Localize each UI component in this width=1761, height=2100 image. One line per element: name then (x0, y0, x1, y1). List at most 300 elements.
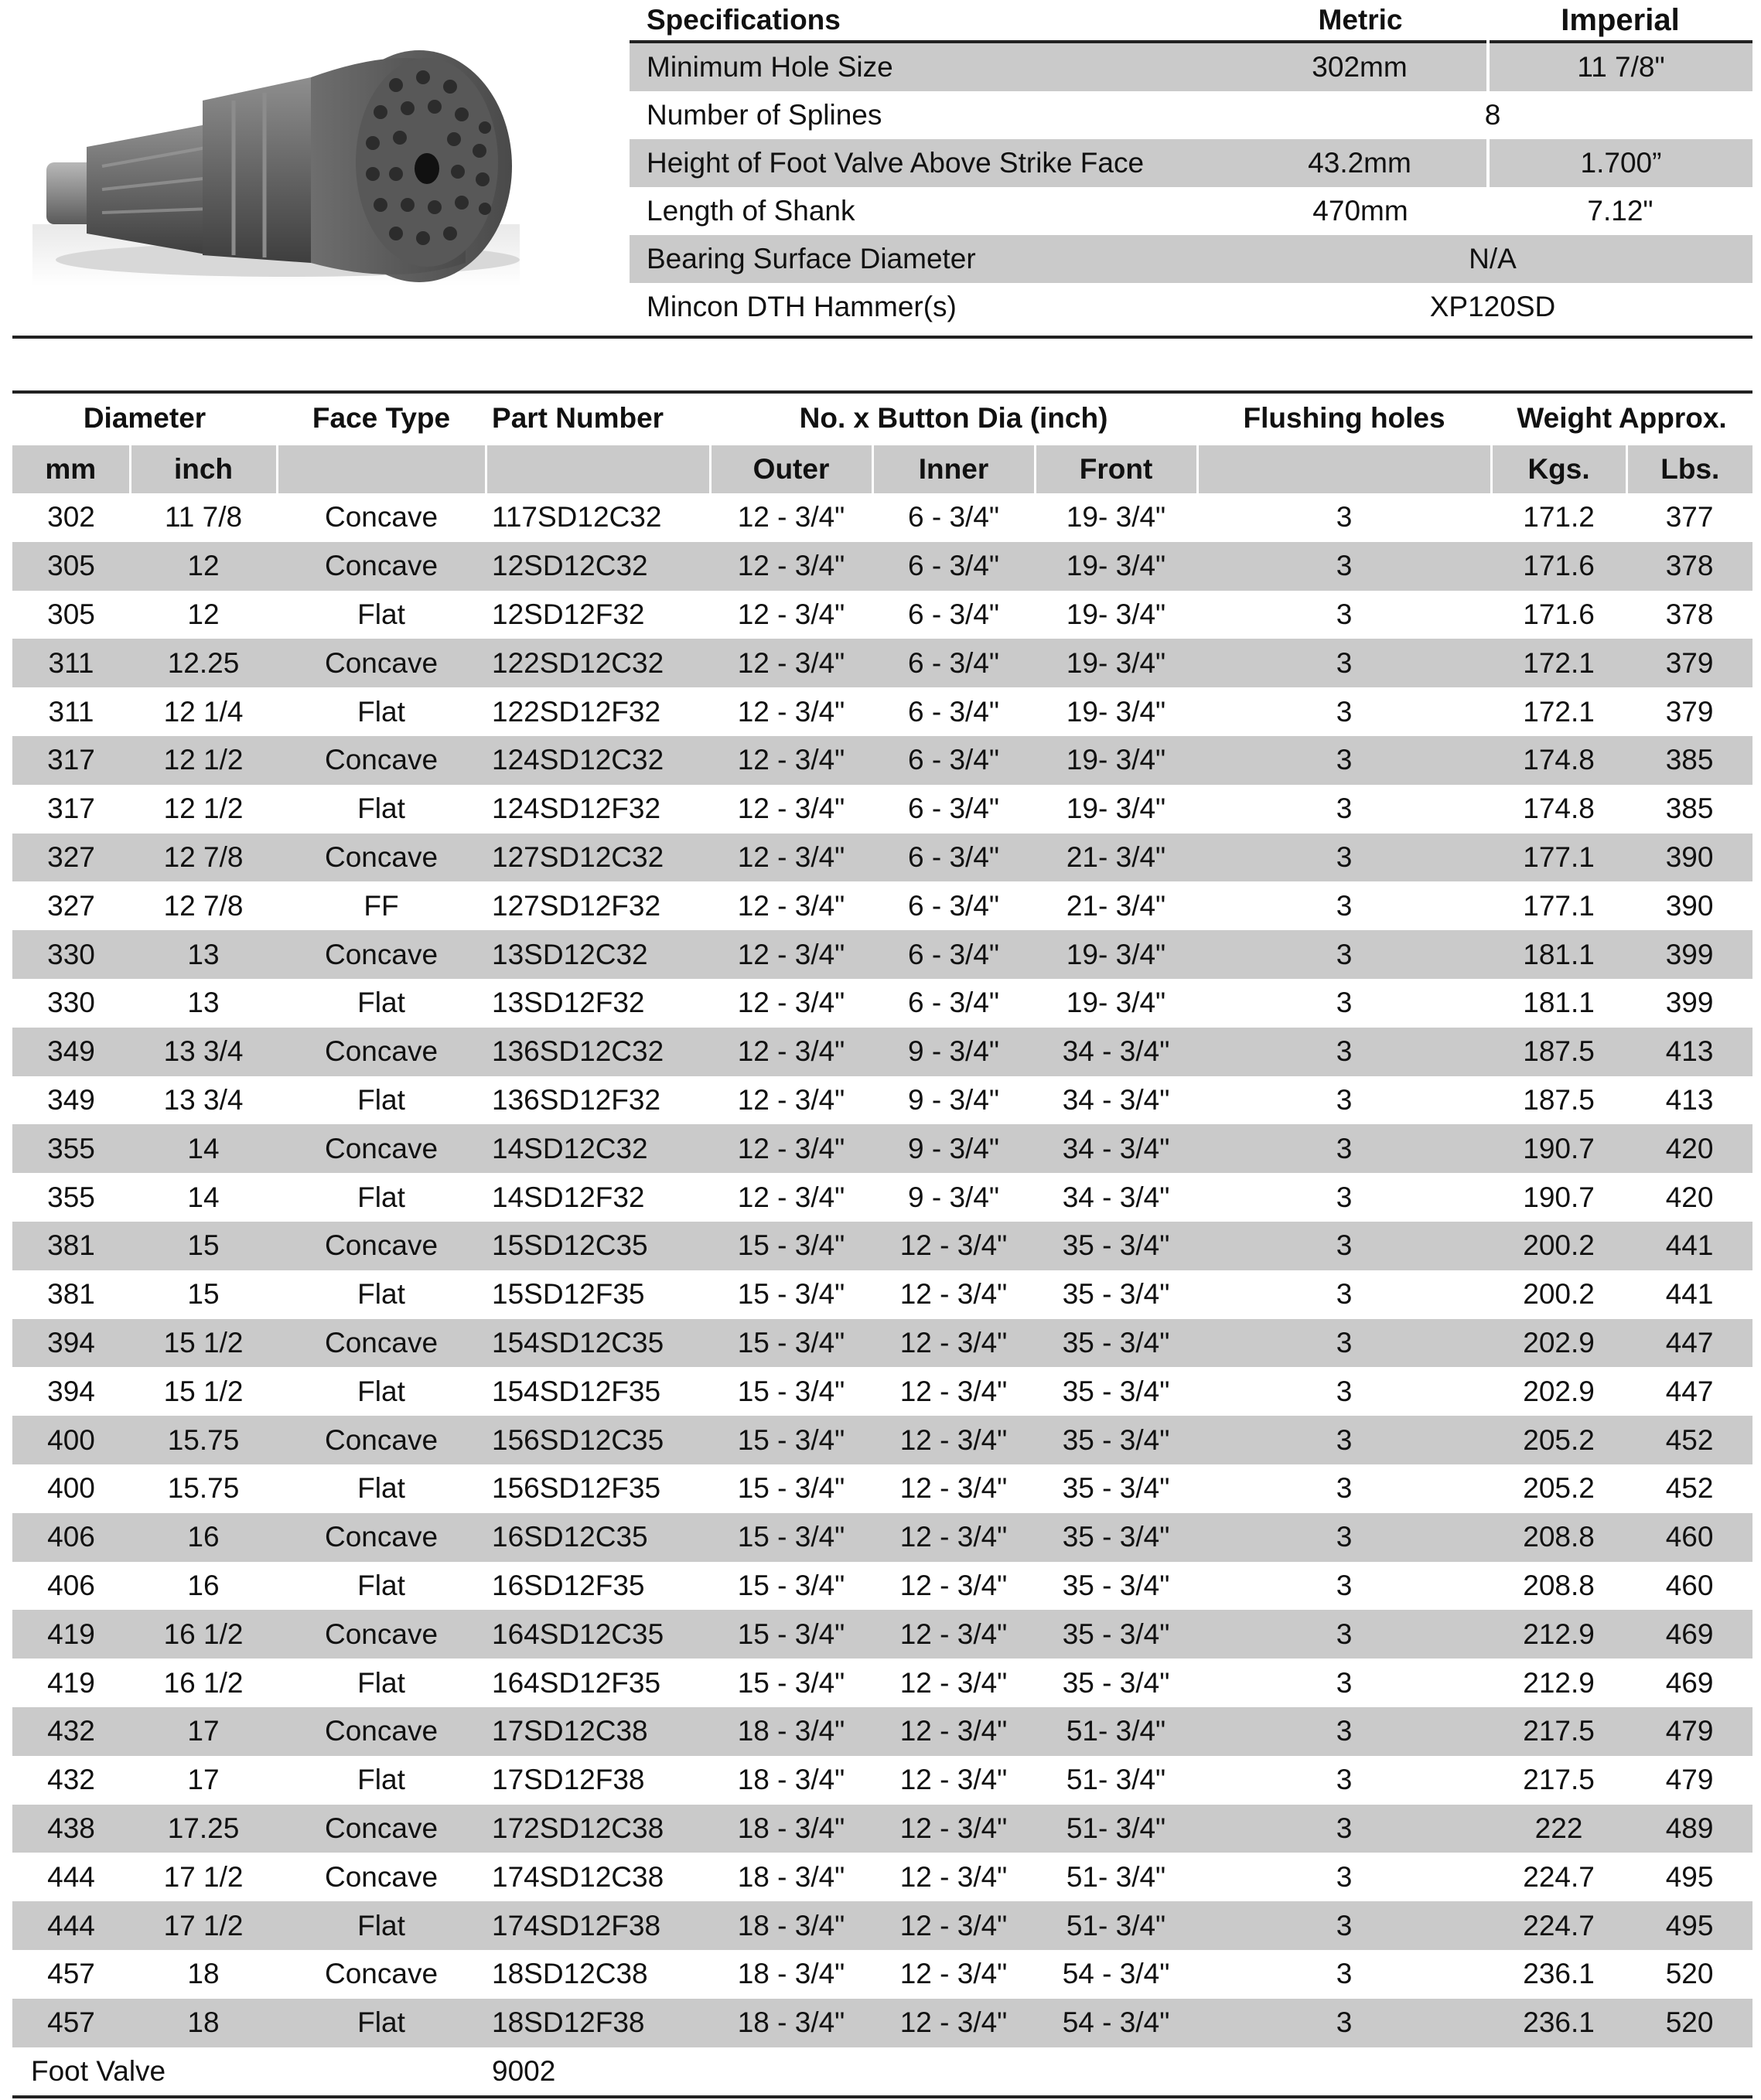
cell-button-outer: 15 - 3/4" (737, 1472, 845, 1505)
table-row (12, 591, 1752, 639)
spec-metric: 43.2mm (1233, 139, 1488, 187)
cell-diameter-mm: 406 (12, 1513, 130, 1562)
cell-button-outer: 12 - 3/4" (710, 930, 872, 979)
spec-label: Height of Foot Valve Above Strike Face (630, 139, 1233, 187)
cell-diameter-mm: 394 (47, 1375, 95, 1407)
cell-button-front: 34 - 3/4" (1035, 1124, 1197, 1173)
cell-button-front: 54 - 3/4" (1035, 1999, 1197, 2047)
cell-weight-kgs: 200.2 (1491, 1222, 1626, 1270)
cell-diameter-inch: 15 (130, 1222, 277, 1270)
table-row (12, 1901, 1752, 1950)
spec-label: Bearing Surface Diameter (630, 235, 1233, 283)
cell-weight-kgs: 187.5 (1491, 1028, 1626, 1076)
cell-flushing-holes: 3 (1336, 1569, 1353, 1601)
spec-row (630, 42, 1752, 91)
cell-part-number: 14SD12F32 (492, 1181, 645, 1213)
cell-diameter-mm: 317 (12, 736, 130, 785)
cell-button-inner: 12 - 3/4" (872, 1901, 1035, 1950)
cell-button-inner: 12 - 3/4" (872, 1416, 1035, 1464)
cell-weight-lbs: 441 (1626, 1222, 1752, 1270)
cell-diameter-mm: 438 (12, 1805, 130, 1853)
spec-row (630, 187, 1752, 235)
cell-diameter-inch: 17 1/2 (163, 1860, 244, 1893)
cell-weight-kgs: 208.8 (1491, 1513, 1626, 1562)
spec-value: 8 (1484, 99, 1501, 131)
cell-button-inner: 12 - 3/4" (872, 1513, 1035, 1562)
cell-face-type: Concave (277, 930, 486, 979)
cell-part-number: 154SD12C35 (486, 1319, 710, 1368)
cell-diameter-mm: 457 (12, 1999, 130, 2047)
cell-button-outer: 15 - 3/4" (710, 1610, 872, 1659)
cell-weight-kgs: 172.1 (1491, 639, 1626, 687)
cell-weight-lbs: 469 (1665, 1666, 1714, 1699)
cell-face-type: Flat (357, 598, 405, 630)
cell-weight-lbs: 420 (1665, 1181, 1714, 1213)
table-row (12, 785, 1752, 834)
cell-diameter-mm: 355 (47, 1181, 95, 1213)
cell-diameter-mm: 394 (12, 1319, 130, 1368)
cell-face-type: Concave (277, 542, 486, 591)
cell-button-outer: 12 - 3/4" (737, 987, 845, 1019)
cell-button-front: 35 - 3/4" (1035, 1610, 1197, 1659)
cell-button-outer: 12 - 3/4" (710, 1124, 872, 1173)
cell-weight-lbs: 447 (1665, 1375, 1714, 1407)
cell-face-type: Flat (357, 793, 405, 825)
cell-diameter-inch: 15.75 (130, 1416, 277, 1464)
cell-button-inner: 12 - 3/4" (899, 1860, 1008, 1893)
cell-part-number: 18SD12C38 (492, 1958, 648, 1990)
table-row (12, 1707, 1752, 1756)
table-row (12, 834, 1752, 882)
cell-weight-lbs: 520 (1626, 1999, 1752, 2047)
cell-weight-kgs: 177.1 (1523, 889, 1595, 922)
cell-weight-lbs: 399 (1665, 987, 1714, 1019)
cell-flushing-holes: 3 (1197, 1513, 1491, 1562)
cell-button-inner: 6 - 3/4" (908, 501, 1000, 534)
cell-weight-kgs: 217.5 (1523, 1764, 1595, 1796)
cell-diameter-mm: 349 (12, 1028, 130, 1076)
cell-part-number: 124SD12F32 (492, 793, 661, 825)
cell-part-number: 15SD12F35 (492, 1278, 645, 1311)
cell-button-inner: 6 - 3/4" (908, 889, 1000, 922)
cell-diameter-mm: 355 (12, 1124, 130, 1173)
cell-flushing-holes: 3 (1197, 1124, 1491, 1173)
cell-face-type: Concave (277, 1610, 486, 1659)
cell-button-front: 35 - 3/4" (1062, 1375, 1170, 1407)
cell-button-front: 51- 3/4" (1035, 1805, 1197, 1853)
cell-diameter-mm: 444 (47, 1860, 95, 1893)
cell-face-type: Concave (325, 1958, 439, 1990)
foot-valve-blank (710, 2047, 1752, 2098)
cell-diameter-mm: 327 (12, 834, 130, 882)
cell-weight-kgs: 171.6 (1523, 598, 1595, 630)
cell-part-number: 17SD12C38 (486, 1707, 710, 1756)
cell-diameter-mm: 432 (12, 1707, 130, 1756)
cell-flushing-holes: 3 (1197, 542, 1491, 591)
cell-button-front: 35 - 3/4" (1035, 1222, 1197, 1270)
cell-flushing-holes: 3 (1197, 1805, 1491, 1853)
header-diameter: Diameter (83, 402, 206, 434)
cell-part-number: 174SD12F38 (486, 1901, 710, 1950)
cell-button-outer: 12 - 3/4" (737, 695, 845, 728)
cell-button-front: 19- 3/4" (1035, 542, 1197, 591)
cell-face-type: Flat (357, 1764, 405, 1796)
cell-flushing-holes: 3 (1197, 639, 1491, 687)
cell-button-front: 19- 3/4" (1066, 793, 1166, 825)
cell-weight-lbs: 479 (1665, 1764, 1714, 1796)
cell-diameter-mm: 400 (12, 1416, 130, 1464)
cell-diameter-inch: 14 (130, 1124, 277, 1173)
cell-flushing-holes: 3 (1336, 695, 1353, 728)
cell-flushing-holes: 3 (1336, 1375, 1353, 1407)
cell-face-type: FF (363, 889, 399, 922)
cell-flushing-holes: 3 (1336, 1958, 1353, 1990)
header-mm: mm (12, 445, 130, 494)
spec-row (630, 91, 1752, 139)
cell-button-outer: 15 - 3/4" (737, 1569, 845, 1601)
cell-button-front: 35 - 3/4" (1062, 1569, 1170, 1601)
cell-button-front: 35 - 3/4" (1062, 1666, 1170, 1699)
cell-weight-kgs: 200.2 (1523, 1278, 1595, 1311)
header-inch: inch (130, 445, 277, 494)
cell-diameter-inch: 12 (187, 598, 220, 630)
cell-part-number: 164SD12F35 (492, 1666, 661, 1699)
spec-imperial: 1.700” (1488, 139, 1752, 187)
cell-weight-kgs: 205.2 (1491, 1416, 1626, 1464)
cell-diameter-inch: 16 (187, 1569, 220, 1601)
cell-weight-lbs: 469 (1626, 1610, 1752, 1659)
cell-weight-kgs: 236.1 (1491, 1999, 1626, 2047)
cell-button-outer: 12 - 3/4" (737, 1083, 845, 1116)
cell-weight-lbs: 378 (1626, 542, 1752, 591)
cell-face-type: Concave (277, 1319, 486, 1368)
cell-part-number: 122SD12C32 (486, 639, 710, 687)
spec-metric: 470mm (1312, 195, 1408, 227)
cell-diameter-inch: 13 (187, 987, 220, 1019)
cell-button-front: 54 - 3/4" (1062, 1958, 1170, 1990)
spec-label: Minimum Hole Size (630, 42, 1233, 91)
cell-part-number: 174SD12C38 (492, 1860, 664, 1893)
cell-button-inner: 12 - 3/4" (899, 1278, 1008, 1311)
cell-face-type: Flat (357, 695, 405, 728)
cell-diameter-inch: 12 1/4 (163, 695, 244, 728)
table-row (12, 493, 1752, 542)
cell-diameter-mm: 317 (47, 793, 95, 825)
cell-part-number: 117SD12C32 (492, 501, 662, 534)
cell-button-front: 34 - 3/4" (1062, 1181, 1170, 1213)
cell-weight-lbs: 378 (1665, 598, 1714, 630)
part-number-table (12, 394, 1752, 2098)
cell-button-front: 19- 3/4" (1035, 930, 1197, 979)
table-row (12, 639, 1752, 687)
cell-diameter-inch: 12 7/8 (130, 834, 277, 882)
foot-valve-row (12, 2047, 1752, 2098)
specifications-table (630, 0, 1752, 331)
spec-label: Mincon DTH Hammer(s) (647, 291, 957, 322)
table-row (12, 1028, 1752, 1076)
spec-row (630, 235, 1752, 283)
cell-weight-kgs: 174.8 (1491, 736, 1626, 785)
cell-weight-lbs: 390 (1665, 889, 1714, 922)
cell-weight-kgs: 171.2 (1523, 501, 1595, 534)
table-row (12, 687, 1752, 736)
cell-button-outer: 18 - 3/4" (710, 1999, 872, 2047)
cell-button-inner: 6 - 3/4" (872, 542, 1035, 591)
cell-button-outer: 15 - 3/4" (710, 1416, 872, 1464)
cell-face-type: Flat (357, 1569, 405, 1601)
cell-weight-kgs: 181.1 (1523, 987, 1595, 1019)
header-blank (1197, 445, 1491, 494)
cell-diameter-mm: 330 (47, 987, 95, 1019)
cell-diameter-inch: 15 1/2 (130, 1319, 277, 1368)
cell-button-front: 19- 3/4" (1035, 639, 1197, 687)
spec-header-specifications: Specifications (647, 4, 841, 36)
cell-diameter-mm: 419 (12, 1610, 130, 1659)
cell-face-type: Flat (357, 987, 405, 1019)
cell-button-front: 19- 3/4" (1066, 598, 1166, 630)
header-outer: Outer (710, 445, 872, 494)
cell-part-number: 156SD12F35 (492, 1472, 661, 1505)
spec-header-row (630, 0, 1752, 42)
foot-valve-label: Foot Valve (31, 2054, 166, 2087)
cell-button-front: 21- 3/4" (1035, 834, 1197, 882)
cell-button-front: 51- 3/4" (1066, 1764, 1166, 1796)
spec-metric: 302mm (1233, 42, 1488, 91)
cell-button-front: 19- 3/4" (1066, 501, 1166, 534)
table-row (12, 1270, 1752, 1319)
cell-button-inner: 12 - 3/4" (899, 1666, 1008, 1699)
cell-weight-kgs: 212.9 (1523, 1666, 1595, 1699)
cell-part-number: 127SD12C32 (486, 834, 710, 882)
cell-part-number: 154SD12F35 (492, 1375, 661, 1407)
cell-button-outer: 15 - 3/4" (710, 1222, 872, 1270)
cell-button-outer: 12 - 3/4" (737, 598, 845, 630)
cell-flushing-holes: 3 (1336, 889, 1353, 922)
cell-face-type: Concave (277, 1124, 486, 1173)
table-row (12, 1367, 1752, 1416)
cell-diameter-inch: 16 (130, 1513, 277, 1562)
cell-flushing-holes: 3 (1336, 1860, 1353, 1893)
cell-weight-kgs: 224.7 (1491, 1901, 1626, 1950)
cell-button-outer: 18 - 3/4" (710, 1707, 872, 1756)
spec-value: XP120SD (1429, 291, 1556, 322)
cell-diameter-mm: 302 (47, 501, 95, 534)
cell-button-inner: 12 - 3/4" (899, 1764, 1008, 1796)
header-part-number: Part Number (492, 402, 664, 434)
cell-button-inner: 9 - 3/4" (908, 1181, 1000, 1213)
table-row (12, 1756, 1752, 1805)
cell-flushing-holes: 3 (1336, 598, 1353, 630)
cell-diameter-inch: 15.75 (167, 1472, 240, 1505)
cell-button-outer: 15 - 3/4" (737, 1375, 845, 1407)
cell-weight-kgs: 205.2 (1523, 1472, 1595, 1505)
cell-button-inner: 12 - 3/4" (899, 1472, 1008, 1505)
cell-button-front: 19- 3/4" (1035, 736, 1197, 785)
cell-button-outer: 12 - 3/4" (710, 736, 872, 785)
header-row-2 (12, 445, 1752, 494)
cell-diameter-inch: 12 1/2 (130, 736, 277, 785)
cell-weight-kgs: 208.8 (1523, 1569, 1595, 1601)
cell-button-outer: 15 - 3/4" (737, 1278, 845, 1311)
cell-diameter-inch: 15 (187, 1278, 220, 1311)
cell-flushing-holes: 3 (1336, 501, 1353, 534)
cell-flushing-holes: 3 (1336, 1181, 1353, 1213)
cell-part-number: 136SD12C32 (486, 1028, 710, 1076)
cell-diameter-inch: 17 (187, 1764, 220, 1796)
cell-flushing-holes: 3 (1197, 1901, 1491, 1950)
cell-flushing-holes: 3 (1336, 1278, 1353, 1311)
cell-button-inner: 12 - 3/4" (899, 1958, 1008, 1990)
cell-part-number: 14SD12C32 (486, 1124, 710, 1173)
cell-face-type: Concave (277, 834, 486, 882)
cell-part-number: 16SD12F35 (492, 1569, 645, 1601)
cell-flushing-holes: 3 (1336, 1666, 1353, 1699)
cell-button-front: 35 - 3/4" (1035, 1416, 1197, 1464)
cell-button-inner: 12 - 3/4" (872, 1707, 1035, 1756)
cell-part-number: 18SD12F38 (486, 1999, 710, 2047)
table-row (12, 1124, 1752, 1173)
cell-diameter-inch: 17 (130, 1707, 277, 1756)
header-weight: Weight Approx. (1517, 402, 1727, 434)
cell-diameter-mm: 330 (12, 930, 130, 979)
cell-weight-kgs: 190.7 (1523, 1181, 1595, 1213)
cell-flushing-holes: 3 (1197, 1028, 1491, 1076)
spec-row (630, 139, 1752, 187)
spec-value: N/A (1233, 235, 1752, 283)
cell-flushing-holes: 3 (1197, 1319, 1491, 1368)
spec-imperial: 7.12" (1587, 195, 1653, 227)
cell-button-front: 51- 3/4" (1035, 1707, 1197, 1756)
cell-diameter-mm: 457 (47, 1958, 95, 1990)
cell-face-type: Concave (277, 736, 486, 785)
cell-button-front: 35 - 3/4" (1062, 1278, 1170, 1311)
cell-diameter-inch: 16 1/2 (130, 1610, 277, 1659)
cell-diameter-inch: 12 (130, 542, 277, 591)
header-button-dia: No. x Button Dia (inch) (799, 402, 1108, 434)
cell-diameter-inch: 13 3/4 (163, 1083, 244, 1116)
cell-part-number: 16SD12C35 (486, 1513, 710, 1562)
table-row (12, 1173, 1752, 1222)
table-row (12, 1222, 1752, 1270)
cell-weight-lbs: 413 (1665, 1083, 1714, 1116)
header-blank (277, 445, 486, 494)
header-face-type: Face Type (312, 402, 451, 434)
table-row (12, 1464, 1752, 1513)
cell-button-outer: 12 - 3/4" (710, 542, 872, 591)
cell-button-inner: 6 - 3/4" (872, 736, 1035, 785)
cell-diameter-mm: 327 (47, 889, 95, 922)
table-row (12, 1999, 1752, 2047)
header-blank (486, 445, 710, 494)
cell-button-inner: 12 - 3/4" (872, 1610, 1035, 1659)
cell-weight-kgs: 187.5 (1523, 1083, 1595, 1116)
cell-face-type: Concave (277, 639, 486, 687)
cell-button-outer: 12 - 3/4" (737, 793, 845, 825)
cell-button-inner: 9 - 3/4" (872, 1028, 1035, 1076)
cell-part-number: 13SD12C32 (486, 930, 710, 979)
cell-face-type: Concave (277, 1028, 486, 1076)
cell-button-outer: 18 - 3/4" (737, 1958, 845, 1990)
cell-button-inner: 6 - 3/4" (908, 695, 1000, 728)
section-divider (12, 336, 1752, 339)
cell-weight-kgs: 174.8 (1523, 793, 1595, 825)
cell-flushing-holes: 3 (1197, 1707, 1491, 1756)
cell-button-inner: 6 - 3/4" (908, 793, 1000, 825)
cell-diameter-mm: 400 (47, 1472, 95, 1505)
cell-button-outer: 15 - 3/4" (737, 1666, 845, 1699)
cell-diameter-inch: 17.25 (130, 1805, 277, 1853)
cell-button-outer: 15 - 3/4" (710, 1513, 872, 1562)
table-row (12, 1513, 1752, 1562)
cell-weight-kgs: 172.1 (1523, 695, 1595, 728)
cell-flushing-holes: 3 (1336, 1472, 1353, 1505)
cell-face-type: Flat (357, 1375, 405, 1407)
cell-weight-lbs: 379 (1665, 695, 1714, 728)
cell-button-outer: 18 - 3/4" (737, 1764, 845, 1796)
cell-face-type: Flat (277, 1999, 486, 2047)
cell-diameter-inch: 13 3/4 (130, 1028, 277, 1076)
table-row (12, 1610, 1752, 1659)
cell-flushing-holes: 3 (1336, 1764, 1353, 1796)
cell-button-inner: 12 - 3/4" (872, 1319, 1035, 1368)
table-row (12, 1562, 1752, 1611)
cell-flushing-holes: 3 (1336, 793, 1353, 825)
cell-part-number: 156SD12C35 (486, 1416, 710, 1464)
table-row (12, 1659, 1752, 1707)
cell-weight-kgs: 224.7 (1523, 1860, 1595, 1893)
dth-button-bit-image (32, 31, 520, 286)
table-row (12, 736, 1752, 785)
cell-weight-lbs: 379 (1626, 639, 1752, 687)
cell-diameter-inch: 11 7/8 (164, 501, 243, 534)
cell-diameter-mm: 381 (12, 1222, 130, 1270)
cell-weight-kgs: 177.1 (1491, 834, 1626, 882)
cell-diameter-inch: 12 7/8 (163, 889, 244, 922)
cell-part-number: 12SD12C32 (486, 542, 710, 591)
cell-weight-lbs: 520 (1665, 1958, 1714, 1990)
cell-flushing-holes: 3 (1197, 1999, 1491, 2047)
cell-part-number: 15SD12C35 (486, 1222, 710, 1270)
table-row (12, 1805, 1752, 1853)
cell-face-type: Flat (357, 1472, 405, 1505)
cell-diameter-inch: 18 (187, 1958, 220, 1990)
cell-weight-lbs: 385 (1626, 736, 1752, 785)
cell-face-type: Flat (277, 1901, 486, 1950)
cell-face-type: Flat (357, 1181, 405, 1213)
cell-diameter-mm: 381 (47, 1278, 95, 1311)
cell-weight-lbs: 447 (1626, 1319, 1752, 1368)
header-front: Front (1035, 445, 1197, 494)
cell-part-number: 122SD12F32 (492, 695, 661, 728)
cell-weight-lbs: 441 (1665, 1278, 1714, 1311)
cell-part-number: 17SD12F38 (492, 1764, 645, 1796)
spec-header-imperial: Imperial (1561, 2, 1680, 37)
cell-button-inner: 12 - 3/4" (872, 1999, 1035, 2047)
cell-diameter-inch: 13 (130, 930, 277, 979)
cell-button-inner: 12 - 3/4" (872, 1222, 1035, 1270)
cell-button-inner: 6 - 3/4" (872, 639, 1035, 687)
cell-button-outer: 18 - 3/4" (737, 1860, 845, 1893)
cell-diameter-mm: 444 (12, 1901, 130, 1950)
cell-face-type: Concave (325, 1860, 439, 1893)
cell-button-outer: 12 - 3/4" (737, 1181, 845, 1213)
cell-weight-lbs: 413 (1626, 1028, 1752, 1076)
cell-face-type: Concave (277, 1222, 486, 1270)
cell-button-front: 34 - 3/4" (1035, 1028, 1197, 1076)
header-inner: Inner (872, 445, 1035, 494)
cell-face-type: Concave (277, 1416, 486, 1464)
cell-flushing-holes: 3 (1197, 1610, 1491, 1659)
